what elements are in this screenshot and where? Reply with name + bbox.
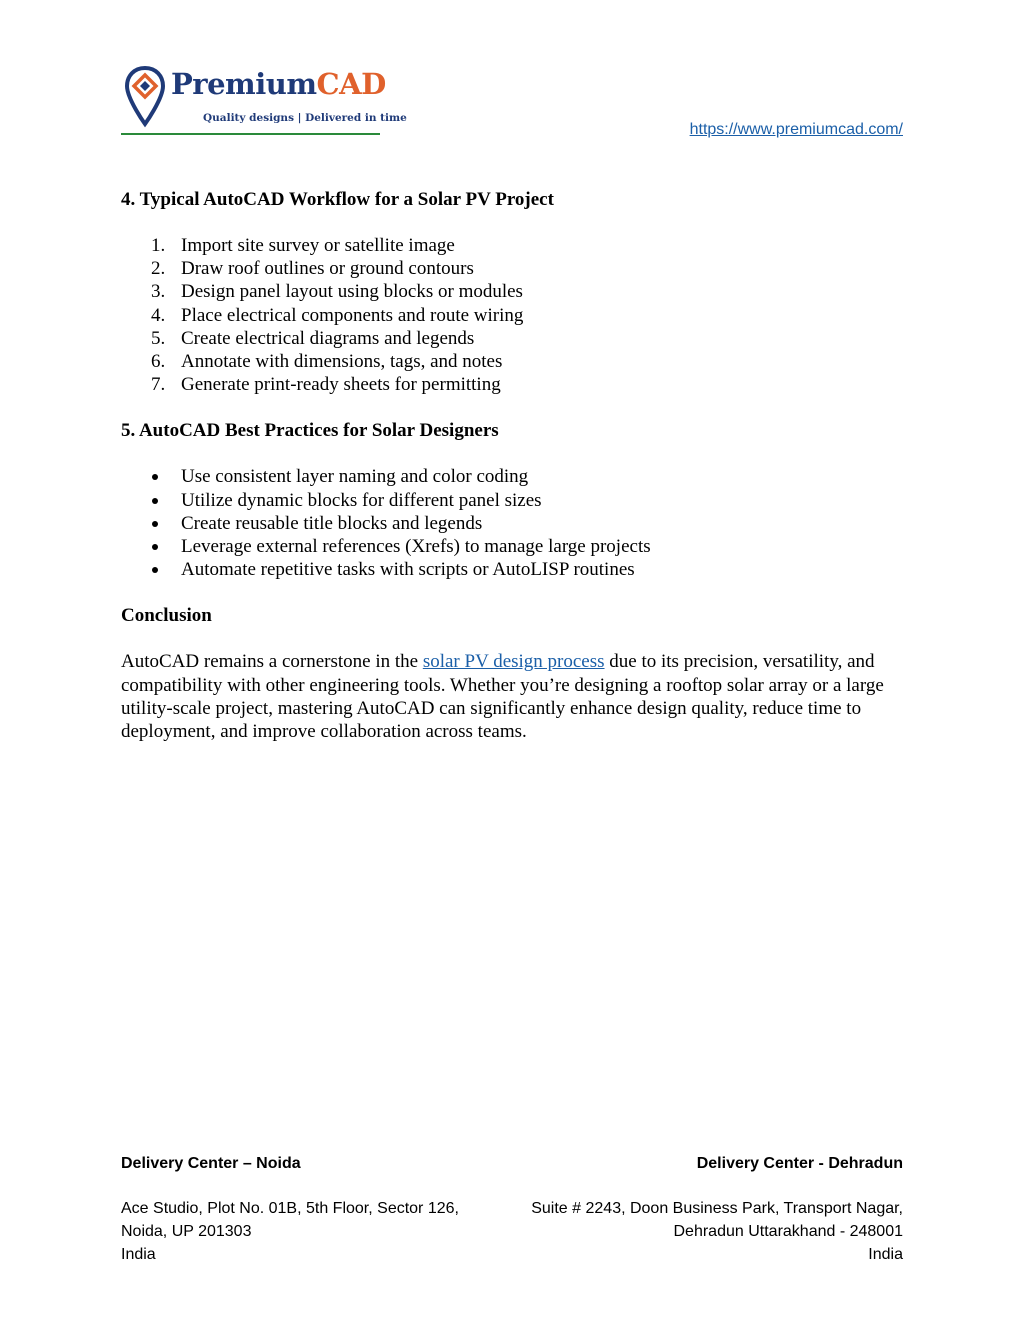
best-practices-list (121, 465, 911, 581)
conclusion-text-end: due to its precision, versatility, and compatibility with other engineering tools. Whether you’re designing a rooftop solar array or a large utility-scale project, mastering AutoCAD can significantly enhance design quality, reduce time to deployment, and improve collaboration across teams. (121, 651, 884, 743)
logo-underline (121, 133, 380, 135)
bullet-icon (152, 544, 158, 550)
section4-heading: 4. Typical AutoCAD Workflow for a Solar PV Project (121, 189, 554, 210)
list-item (121, 257, 911, 280)
conclusion-heading: Conclusion (121, 605, 212, 627)
practice-text: Use consistent layer naming and color coding (181, 466, 529, 488)
list-item (121, 304, 911, 327)
step-text: Draw roof outlines or ground contours (181, 258, 474, 280)
document-body (121, 188, 911, 743)
list-item (121, 327, 911, 350)
page-header (0, 0, 1024, 150)
logo-tagline: Quality designs | Delivered in time (203, 112, 407, 124)
solar-pv-design-process-link[interactable]: solar PV design process (422, 651, 605, 673)
step-text: Import site survey or satellite image (181, 235, 455, 256)
step-text: Generate print-ready sheets for permitting (181, 374, 501, 396)
bullet-icon (152, 567, 158, 573)
list-item (121, 350, 911, 373)
step-number: 1. (151, 235, 166, 256)
practice-text: Automate repetitive tasks with scripts or AutoLISP routines (181, 559, 635, 581)
conclusion-text-start: AutoCAD remains a cornerstone in the (121, 651, 423, 673)
list-item (121, 489, 911, 512)
bullet-icon (152, 498, 158, 504)
step-number: 3. (151, 281, 166, 303)
logo-wordmark (171, 67, 386, 101)
footer-noida (121, 1152, 512, 1266)
list-item (121, 558, 911, 581)
location-pin-logo-icon (125, 66, 165, 128)
website-link[interactable]: https://www.premiumcad.com/ (689, 121, 903, 138)
step-number: 2. (151, 258, 166, 280)
footer-dehradun-address-line: India (868, 1246, 903, 1263)
practice-text: Utilize dynamic blocks for different panel sizes (181, 489, 542, 511)
premiumcad-logo (121, 64, 407, 138)
practice-text: Leverage external references (Xrefs) to manage large projects (181, 536, 651, 558)
footer-dehradun-heading: Delivery Center - Dehradun (696, 1155, 903, 1172)
step-number: 6. (151, 351, 166, 373)
step-text: Create electrical diagrams and legends (181, 327, 475, 349)
footer-noida-address-line: Noida, UP 201303 (121, 1223, 252, 1240)
workflow-steps-list (121, 234, 911, 396)
logo-word-cad: CAD (316, 67, 386, 101)
step-text: Place electrical components and route wiring (181, 304, 524, 326)
logo-word-premium: Premium (171, 67, 317, 101)
step-text: Annotate with dimensions, tags, and notes (181, 351, 503, 373)
footer-noida-address-line: India (121, 1246, 156, 1263)
step-number: 7. (151, 374, 166, 396)
footer-dehradun (512, 1152, 903, 1266)
practice-text: Create reusable title blocks and legends (181, 512, 483, 534)
step-number: 4. (151, 304, 166, 326)
conclusion-paragraph (121, 650, 911, 743)
list-item (121, 535, 911, 558)
list-item (121, 234, 911, 257)
list-item (121, 280, 911, 303)
list-item (121, 373, 911, 396)
footer-noida-heading: Delivery Center – Noida (121, 1155, 301, 1172)
section5-heading: 5. AutoCAD Best Practices for Solar Designers (121, 420, 499, 442)
footer-dehradun-address-line: Dehradun Uttarakhand - 248001 (673, 1223, 903, 1240)
footer-noida-address-line: Ace Studio, Plot No. 01B, 5th Floor, Sector 126, (121, 1200, 459, 1217)
step-text: Design panel layout using blocks or modules (181, 281, 523, 303)
footer-dehradun-address-line: Suite # 2243, Doon Business Park, Transport Nagar, (531, 1200, 903, 1217)
list-item (121, 512, 911, 535)
list-item (121, 465, 911, 488)
bullet-icon (152, 521, 158, 527)
bullet-icon (152, 474, 158, 480)
step-number: 5. (151, 327, 166, 349)
